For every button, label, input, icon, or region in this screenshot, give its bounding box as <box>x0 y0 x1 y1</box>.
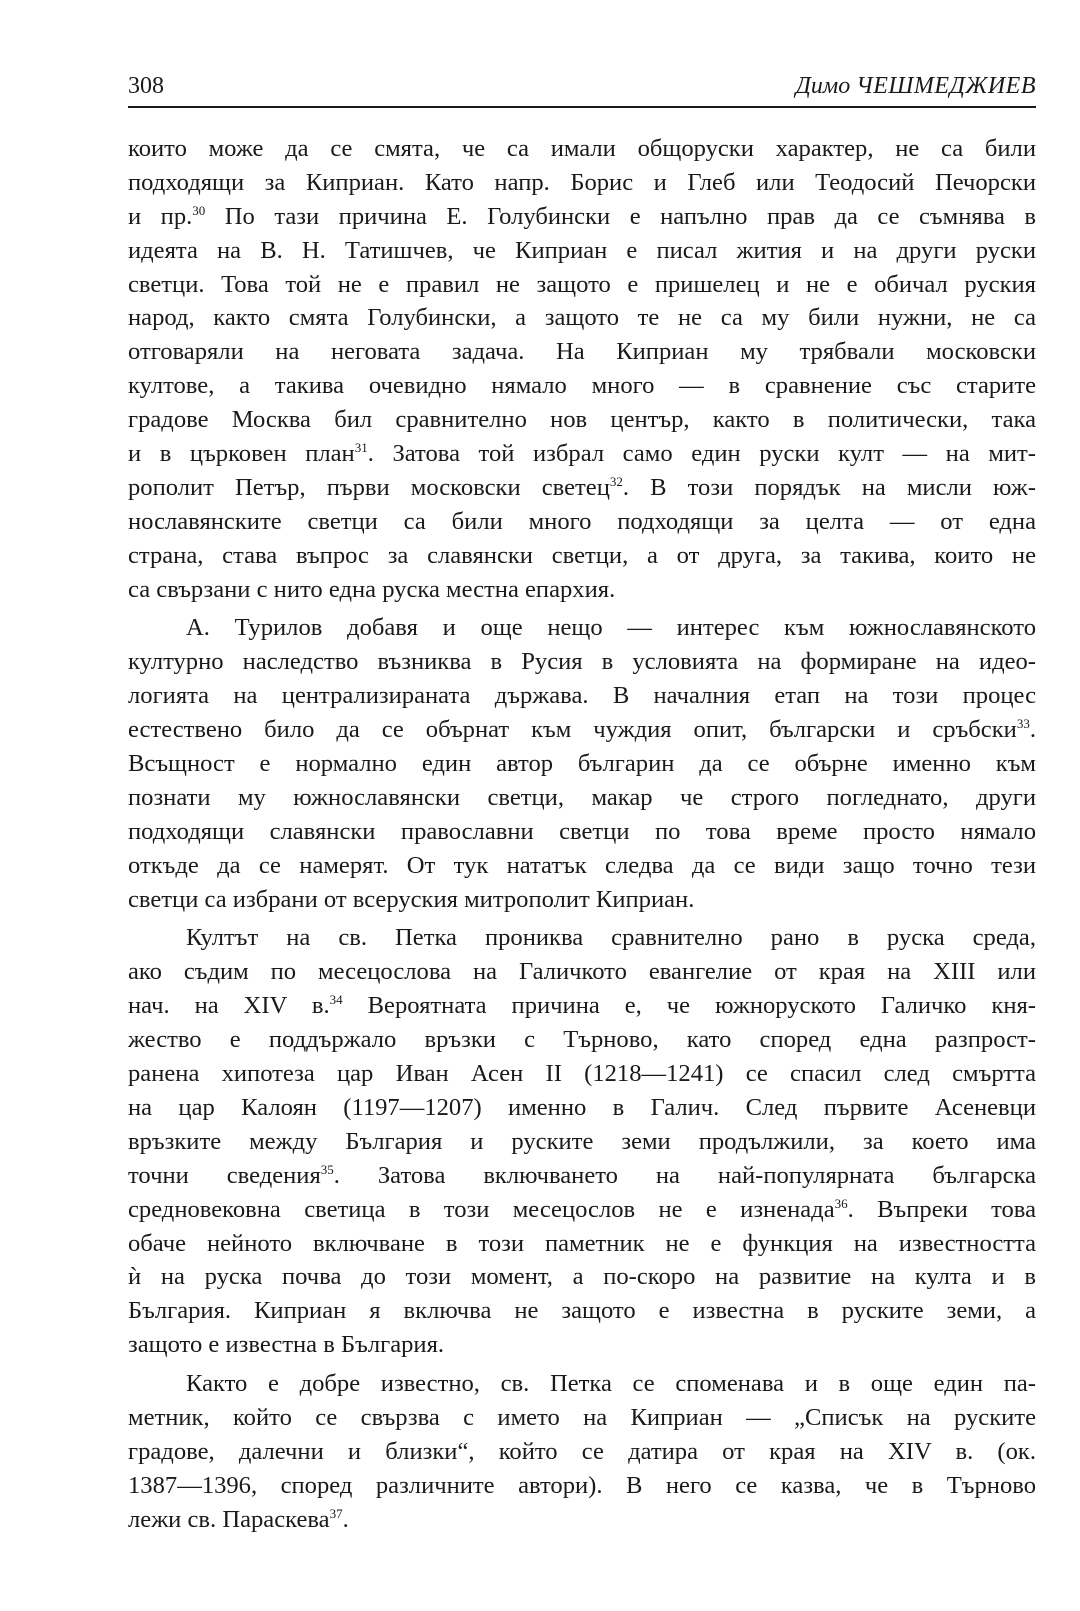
author-first-name: Димо <box>795 73 851 99</box>
line-text: градове Москва бил сравнително нов център, както в политически, така <box>128 406 1036 434</box>
text-line <box>128 437 1036 471</box>
text-line <box>128 611 1036 645</box>
text-line <box>128 1125 1036 1159</box>
line-text: са свързани с нито една руска местна епархия. <box>128 575 616 603</box>
text-line <box>128 539 1036 573</box>
line-text-continued: . <box>1029 716 1036 744</box>
text-line <box>128 1435 1036 1469</box>
author-name <box>796 72 1036 100</box>
text-line <box>128 1057 1036 1091</box>
line-text: градове, далечни и близки“, който се датира от края на XIV в. (ок. <box>128 1437 1036 1465</box>
line-text-continued: . Затова включването на най-популярната българска <box>333 1161 1036 1189</box>
text-line <box>128 132 1036 166</box>
text-line <box>128 573 1036 607</box>
line-text: и пр. <box>128 202 193 230</box>
line-text: жество е поддържало връзки с Търново, като според една разпрост- <box>128 1026 1036 1054</box>
running-head <box>128 70 1036 108</box>
text-line <box>128 1469 1036 1503</box>
paragraph <box>128 1367 1036 1536</box>
text-line <box>128 471 1036 505</box>
text-line <box>128 1091 1036 1125</box>
line-text: Всъщност е нормално един автор българин да се обърне именно към <box>128 750 1036 778</box>
footnote-marker: 32 <box>609 473 623 489</box>
text-line <box>128 1294 1036 1328</box>
line-text-continued: . Затова той избрал само един руски култ — на мит- <box>367 440 1036 468</box>
text-line <box>128 1401 1036 1435</box>
footnote-marker: 33 <box>1016 716 1030 732</box>
text-line <box>128 166 1036 200</box>
line-text: отговаряли на неговата задача. На Киприан му трябвали московски <box>128 338 1036 366</box>
line-text: връзките между България и руските земи продължили, за което има <box>128 1127 1036 1155</box>
line-text: Култът на св. Петка прониква сравнително рано в руска среда, <box>186 924 1036 952</box>
line-text: нач. на XIV в. <box>128 992 330 1020</box>
paragraph <box>128 132 1036 606</box>
line-text: на цар Калоян (1197—1207) именно в Галич. След първите Асеневци <box>128 1093 1036 1121</box>
line-text: народ, както смята Голубински, а защото те не са му били нужни, не са <box>128 304 1036 332</box>
paragraph <box>128 611 1036 916</box>
line-text: страна, става въпрос за славянски светци, а от друга, за такива, които не <box>128 541 1036 569</box>
text-line <box>128 1503 1036 1537</box>
body-text <box>128 132 1036 1537</box>
line-text: ѝ на руска почва до този момент, а по-скоро на развитие на култа и в <box>128 1263 1036 1291</box>
line-text: подходящи за Киприан. Като напр. Борис и Глеб или Теодосий Печорски <box>128 168 1036 196</box>
footnote-marker: 30 <box>192 202 206 218</box>
author-last-name: ЧЕШМЕДЖИЕВ <box>856 73 1036 99</box>
line-text: рополит Петър, първи московски светец <box>128 473 610 501</box>
line-text: Както е добре известно, св. Петка се споменава и в още един па- <box>186 1370 1036 1398</box>
text-line <box>128 955 1036 989</box>
line-text: светци. Това той не е правил не защото е пришелец и не е обичал руския <box>128 270 1036 298</box>
line-text: които може да се смята, че са имали общоруски характер, не са били <box>128 135 1036 162</box>
text-line <box>128 713 1036 747</box>
line-text-continued: . В този порядък на мисли юж- <box>622 473 1036 501</box>
line-text: ако съдим по месецослова на Галичкото евангелие от края на XIII или <box>128 958 1036 986</box>
text-line <box>128 1193 1036 1227</box>
line-text: естествено било да се обърнат към чуждия опит, български и сръбски <box>128 716 1017 744</box>
line-text: България. Киприан я включва не защото е известна в руските земи, а <box>128 1297 1036 1325</box>
text-line <box>128 403 1036 437</box>
text-line <box>128 1023 1036 1057</box>
footnote-marker: 35 <box>320 1161 334 1177</box>
text-line <box>128 645 1036 679</box>
line-text: светци са избрани от всеруския митрополит Киприан. <box>128 885 695 913</box>
line-text: обаче нейното включване в този паметник не е функция на известността <box>128 1229 1036 1257</box>
line-text: ранена хипотеза цар Иван Асен II (1218—1241) се спасил след смъртта <box>128 1060 1036 1088</box>
paragraph <box>128 921 1036 1362</box>
line-text: А. Турилов добавя и още нещо — интерес към южнославянското <box>186 614 1036 642</box>
line-text: логията на централизираната държава. В началния етап на този процес <box>128 682 1036 710</box>
line-text: и в църковен план <box>128 440 355 468</box>
line-text: точни сведения <box>128 1161 321 1189</box>
line-text-continued: Вероятната причина е, че южноруското Галичко кня- <box>342 992 1036 1020</box>
text-line <box>128 849 1036 883</box>
line-text: откъде да се намерят. От тук нататък следва да се види защо точно тези <box>128 851 1036 879</box>
text-line <box>128 200 1036 234</box>
footnote-marker: 31 <box>354 440 368 456</box>
text-line <box>128 1367 1036 1401</box>
line-text-continued: . <box>342 1505 349 1533</box>
line-text: познати му южнославянски светци, макар че строго погледнато, други <box>128 783 1036 811</box>
line-text: култове, а такива очевидно нямало много — в сравнение със старите <box>128 372 1036 400</box>
line-text-continued: . Въпреки това <box>847 1195 1036 1223</box>
text-line <box>128 989 1036 1023</box>
line-text: културно наследство възниква в Русия в условията на формиране на идео- <box>128 648 1036 676</box>
text-line <box>128 369 1036 403</box>
line-text-continued: По тази причина Е. Голубински е напълно прав да се съмнява в <box>205 202 1037 230</box>
line-text: идеята на В. Н. Татишчев, че Киприан е писал жития и на други руски <box>128 236 1036 264</box>
line-text: лежи св. Параскева <box>128 1505 330 1533</box>
text-line <box>128 1227 1036 1261</box>
line-text: 1387—1396, според различните автори). В него се казва, че в Търново <box>128 1471 1036 1499</box>
text-line <box>128 335 1036 369</box>
text-line <box>128 505 1036 539</box>
line-text: средновековна светица в този месецослов не е изненада <box>128 1195 835 1223</box>
line-text: метник, който се свързва с името на Киприан — „Списък на руските <box>128 1403 1036 1431</box>
line-text: нославянските светци са били много подходящи за целта — от една <box>128 507 1036 535</box>
text-line <box>128 815 1036 849</box>
line-text: защото е известна в България. <box>128 1331 445 1359</box>
text-line <box>128 268 1036 302</box>
line-text: подходящи славянски православни светци по това време просто нямало <box>128 817 1036 845</box>
text-line <box>128 1260 1036 1294</box>
footnote-marker: 36 <box>834 1195 848 1211</box>
text-line <box>128 301 1036 335</box>
text-line <box>128 921 1036 955</box>
text-line <box>128 781 1036 815</box>
text-line <box>128 679 1036 713</box>
text-line <box>128 883 1036 917</box>
footnote-marker: 37 <box>329 1505 343 1521</box>
text-line <box>128 1159 1036 1193</box>
page-number: 308 <box>128 73 164 99</box>
text-line <box>128 747 1036 781</box>
text-line <box>128 1328 1036 1362</box>
footnote-marker: 34 <box>329 992 343 1008</box>
text-line <box>128 234 1036 268</box>
